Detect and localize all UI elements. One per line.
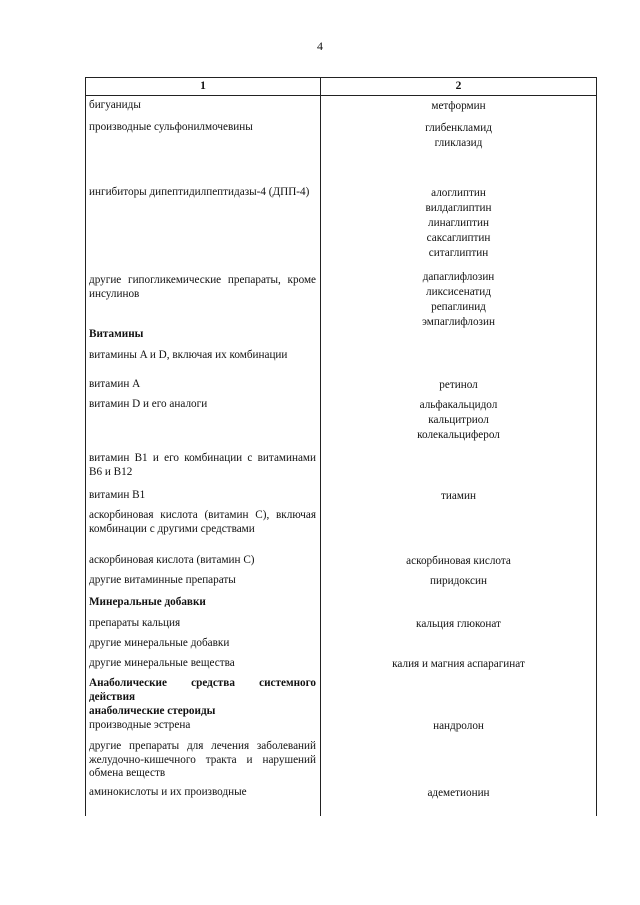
drug-group-cell: аскорбиновая кислота (витамин C) — [89, 554, 255, 566]
drug-names-cell — [321, 719, 596, 734]
drug-group-cell: ингибиторы дипептидилпептидазы-4 (ДПП-4) — [89, 186, 310, 198]
drug-group-cell: витамин B1 — [89, 489, 146, 501]
drug-names-cell — [321, 186, 596, 261]
drug-name: кальция глюконат — [416, 618, 501, 630]
drug-name: калия и магния аспарагинат — [392, 658, 525, 670]
drug-name: эмпаглифлозин — [422, 316, 495, 328]
drug-name: линаглиптин — [428, 217, 489, 229]
drug-name: дапаглифлозин — [422, 271, 495, 283]
drug-group-cell: другие гипогликемические препараты, кроме инсулинов — [89, 274, 316, 300]
drug-name: репаглинид — [431, 301, 486, 313]
drug-names-cell — [321, 554, 596, 569]
drug-name: альфакальцидол — [419, 399, 498, 411]
drug-group-cell: аминокислоты и их производные — [89, 786, 247, 798]
section-heading: анаболические стероиды — [89, 705, 216, 717]
drug-group-cell: витамин B1 и его комбинации с витаминами B6 и B12 — [89, 452, 316, 478]
drug-group-cell: витамин A — [89, 378, 141, 390]
drug-group-cell: препараты кальция — [89, 617, 181, 629]
drug-name: вилдаглиптин — [425, 202, 492, 214]
drug-name: ликсисенатид — [426, 286, 491, 298]
drug-name: нандролон — [433, 720, 484, 732]
drug-names-cell — [321, 121, 596, 151]
drug-name: метформин — [431, 100, 486, 112]
section-heading: Анаболические средства системного действия — [89, 677, 316, 703]
column-header-1: 1 — [200, 80, 206, 92]
column-header-2: 2 — [455, 80, 462, 92]
page-number: 4 — [317, 39, 323, 53]
drug-names-cell — [321, 786, 596, 801]
drug-group-cell: другие минеральные вещества — [89, 657, 235, 669]
drug-name: адеметионин — [427, 787, 490, 799]
drug-group-cell: другие препараты для лечения заболеваний желудочно-кишечного тракта и нарушений обмена веществ — [89, 740, 316, 779]
drug-names-cell — [321, 489, 596, 504]
drug-table — [85, 77, 597, 816]
drug-names-cell — [321, 617, 596, 632]
drug-names-cell — [321, 398, 596, 443]
drug-name: колекальциферол — [417, 429, 500, 441]
drug-name: алоглиптин — [431, 187, 486, 199]
drug-name: тиамин — [441, 490, 476, 502]
drug-name: пиридоксин — [430, 575, 487, 587]
drug-name: аскорбиновая кислота — [406, 555, 511, 567]
drug-group-cell: другие минеральные добавки — [89, 637, 230, 649]
drug-names-cell — [321, 657, 596, 672]
drug-names-cell — [321, 99, 596, 114]
drug-group-cell: аскорбиновая кислота (витамин C), включая комбинации с другими средствами — [89, 509, 316, 535]
drug-name: глибенкламид — [425, 122, 492, 134]
drug-names-cell — [321, 270, 596, 330]
drug-group-cell: витамин D и его аналоги — [89, 398, 208, 410]
drug-group-cell: витамины A и D, включая их комбинации — [89, 349, 288, 361]
drug-group-cell: производные сульфонилмочевины — [89, 121, 253, 133]
drug-name: ретинол — [439, 379, 478, 391]
drug-name: ситаглиптин — [428, 247, 489, 259]
drug-group-cell: бигуаниды — [89, 99, 141, 111]
drug-name: гликлазид — [434, 137, 483, 149]
drug-group-cell: производные эстрена — [89, 719, 191, 731]
section-heading: Витамины — [89, 328, 144, 340]
drug-names-cell — [321, 574, 596, 589]
section-heading: Минеральные добавки — [89, 596, 206, 608]
drug-names-cell — [321, 378, 596, 393]
drug-name: саксаглиптин — [426, 232, 491, 244]
drug-group-cell: другие витаминные препараты — [89, 574, 236, 586]
drug-name: кальцитриол — [428, 414, 489, 426]
table-header-row — [86, 78, 596, 96]
